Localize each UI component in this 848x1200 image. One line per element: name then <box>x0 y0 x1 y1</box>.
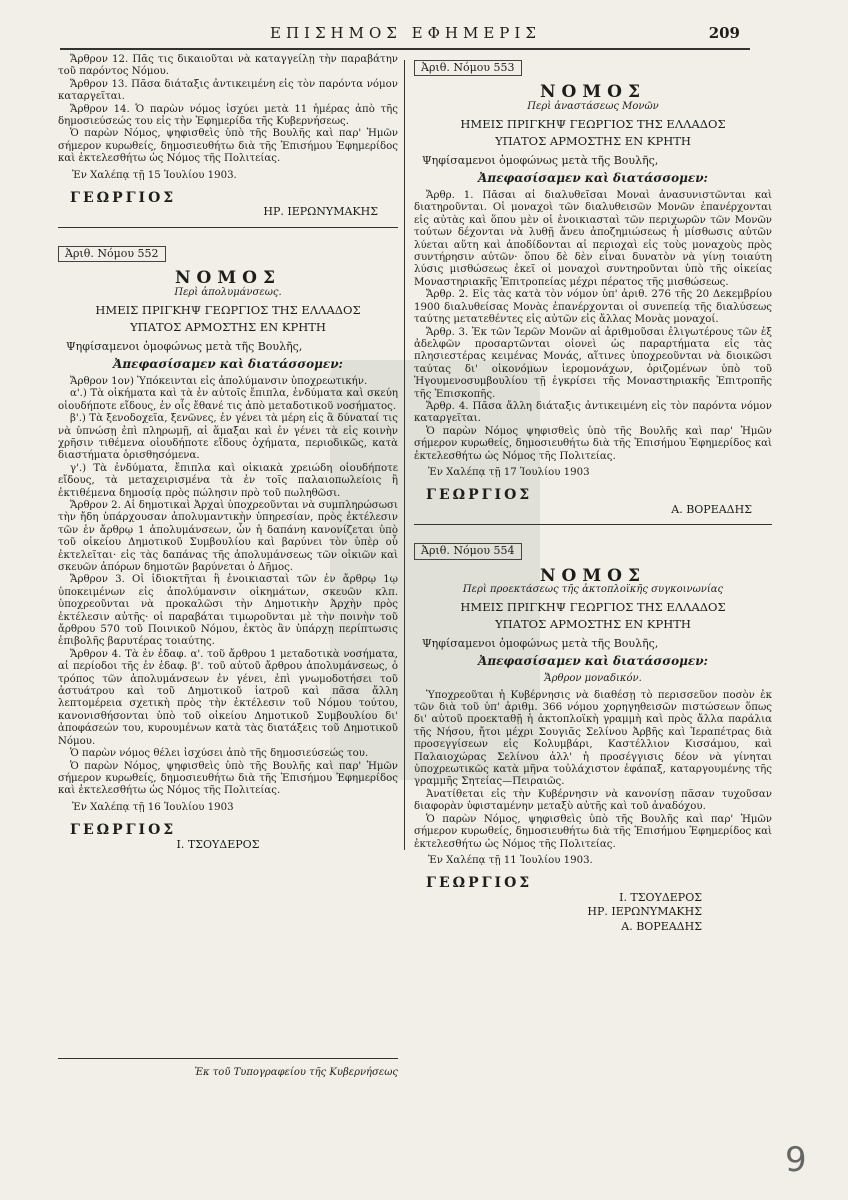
decide-line: Ἀπεφασίσαμεν καὶ διατάσσομεν: <box>478 170 708 185</box>
law-date: Ἐν Χαλέπᾳ τῇ 11 Ἰουλίου 1903. <box>428 854 593 866</box>
section-divider <box>414 524 772 525</box>
page-header <box>70 22 740 48</box>
minister-signature: Α. ΒΟΡΕΑΔΗΣ <box>671 502 752 516</box>
left-column <box>58 54 398 851</box>
article-heading: Ἄρθρον μοναδικόν. <box>544 673 642 685</box>
gazette-title: ΕΠΙΣΗΜΟΣ ΕΦΗΜΕΡΙΣ <box>270 24 541 42</box>
closing-paragraph: Ὁ παρὼν Νόμος, ψηφισθεὶς ὑπὸ τῆς Βουλῆς καὶ παρ' Ἡμῶν σήμερον κυρωθείς, δημοσιευθήτω διὰ τῆς Ἐπισήμου Ἐφημερίδος καὶ ἐκτελεσθήτω ὡς Νόμος τῆς Πολιτείας. <box>414 813 772 850</box>
minister-signature: Ι. ΤΣΟΥΔΕΡΟΣ <box>619 890 702 904</box>
section-divider <box>58 227 398 228</box>
article-paragraph: Ἄρθρον 3. Οἱ ἰδιοκτῆται ἢ ἐνοικιασταὶ τῶν ἐν ἄρθρῳ 1ῳ ὑποκειμένων εἰς ἀπολύμανσιν οἰκημάτων, σκευῶν κλπ. ὑποχρεοῦνται νὰ προκαλῶσι τὴν Δημοτικὴν Ἀρχὴν πρὸς ἐκτέλεσιν αὐτῆς· οἱ παραβάται τιμωροῦνται μὲ τὴν ποινὴν τοῦ ἄρθρου 570 τοῦ Ποινικοῦ Νόμου, ἐκτὸς ἂν ὑπάρχῃ περίπτωσις ἐπιβολῆς βαρυτέρας τοιαύτης. <box>58 574 398 648</box>
prince-heading: ΥΠΑΤΟΣ ΑΡΜΟΣΤΗΣ ΕΝ ΚΡΗΤΗ <box>130 320 326 335</box>
law-date: Ἐν Χαλέπᾳ τῇ 17 Ἰουλίου 1903 <box>428 466 590 478</box>
article-paragraph: γ'.) Τὰ ἐνδύματα, ἔπιπλα καὶ οἰκιακὰ χρειώδη οἱουδήποτε εἴδους, τὰ μεταχειρισμένα τὰ ἐν τοῖς παλαιοπωλείοις ἢ ἐκτιθέμενα δημοσίᾳ πρὸς πώλησιν πρὸ τοῦ πωληθῶσι. <box>58 462 398 499</box>
closing-paragraph: Ὁ παρὼν Νόμος, ψηφισθεὶς ὑπὸ τῆς Βουλῆς καὶ παρ' Ἡμῶν σήμερον κυρωθείς, δημοσιευθήτω διὰ τῆς Ἐπισήμου Ἐφημερίδος καὶ ἐκτελεσθήτω ὡς Νόμος τῆς Πολιτείας. <box>58 128 398 165</box>
page-number: 209 <box>708 24 740 42</box>
minister-signature: Α. ΒΟΡΕΑΔΗΣ <box>621 919 702 933</box>
article-paragraph: Ἄρθρ. 3. Ἐκ τῶν Ἱερῶν Μονῶν αἱ ἀριθμοῦσαι ἐλιγωτέρους τῶν ἐξ ἀδελφῶν προσαρτῶνται οἱονεὶ ὡς παραρτήματα εἰς τὰς πλησιεστέρας κειμένας Μονάς, αἵτινες ὑποχρεοῦνται νὰ διοικῶσι ταύτας δι' οἰκονόμων ἱερομονάχων, ὁριζομένων ὑπὸ τοῦ Ἡγουμενοσυμβουλίου τῇ ἐγκρίσει τῆς Μοναστηριακῆς Ἐπιτροπῆς τῆς Ἐπισκοπῆς. <box>414 326 772 400</box>
law-title: ΝΟΜΟΣ <box>540 565 646 586</box>
law-subtitle: Περὶ ἀπολυμάνσεως. <box>174 286 282 298</box>
law-subtitle: Περὶ ἀναστάσεως Μονῶν <box>527 100 659 112</box>
act-number: Ἀριθ. Νόμου 552 <box>58 246 166 262</box>
article-paragraph: Ἄρθρ. 1. Πᾶσαι αἱ διαλυθεῖσαι Μοναὶ ἀνασυνιστῶνται καὶ διατηροῦνται. Οἱ μοναχοὶ τῶν διαλυθεισῶν Μονῶν ἐπανέρχονται εἰς αὐτὰς καὶ ὅπου μὲν οἱ ἐνοικιασταὶ τῶν περιχωρῶν τῶν Μονῶν τούτων δέχονται νὰ λυθῇ ἄνευ ἀποζημιώσεως ἡ μίσθωσις αὐτῶν λύεται αὕτη καὶ ἀποδίδονται αἱ περιοχαὶ εἰς τοὺς μοναχοὺς πρὸς συντήρησιν αὐτῶν· ὅπου δὲ δὲν εἶναι δυνατὸν νὰ γίνῃ τοιαύτη λύσις μισθώσεως ἐκεῖ οἱ μοναχοὶ συντηροῦνται ὑπὸ τῆς οἰκείας Μοναστηριακῆς Ἐπιτροπείας μέχρι πέρατος τῆς μισθώσεως. <box>414 190 772 288</box>
king-signature: ΓΕΩΡΓΙΟΣ <box>426 487 533 504</box>
enacted-line: Ψηφίσαμενοι ὁμοφώνως μετὰ τῆς Βουλῆς, <box>422 637 659 651</box>
article-paragraph: Ὑποχρεοῦται ἡ Κυβέρνησις νὰ διαθέσῃ τὸ περισσεῦον ποσὸν ἐκ τῶν διὰ τοῦ ὑπ' ἀριθμ. 366 νόμου χορηγηθεισῶν πιστώσεων ὅπως δι' αὐτοῦ προεκταθῇ ἡ ἀκτοπλοϊκὴ γραμμὴ καὶ πρὸς ἄλλα παράλια τῆς Νήσου, ἤτοι μέχρι Σουγιᾶς Σελίνου Ἀρβῆς καὶ Ἱεραπέτρας διὰ προσεγγίσεων εἰς Κολυμβάρι, Καστέλλιον Κισσάμου, καὶ Παλαιοχώρας Σελίνου ἀλλ' ἡ προσέγγισις δέον νὰ γίνηται ὑποχρεωτικῶς κατὰ μῆνα τοὐλάχιστον ἐφάπαξ, καταργουμένης τῆς γραμμῆς Σητείας—Πειραιῶς. <box>414 689 772 788</box>
article-paragraph: β'.) Τὰ ξενοδοχεῖα, ξενῶνες, ἐν γένει τὰ μέρη εἰς ἃ δύναταί τις νὰ ὑπνώσῃ ἐπὶ πληρωμῇ, αἱ ἅμαξαι καὶ ἐν γένει τὰ εἰς κοινὴν χρῆσιν τιθέμενα οἱουδήποτε εἴδους ὀχήματα, περιοδικῶς, κατὰ διαστήματα ὁρισθησόμενα. <box>58 413 398 462</box>
enacted-line: Ψηφίσαμενοι ὁμοφώνως μετὰ τῆς Βουλῆς, <box>66 340 303 354</box>
law-title: ΝΟΜΟΣ <box>175 268 281 289</box>
right-column <box>414 54 772 933</box>
article-paragraph: Ἄρθρ. 2. Εἰς τὰς κατὰ τὸν νόμον ὑπ' ἀριθ. 276 τῆς 20 Δεκεμβρίου 1900 διαλυθείσας Μονὰς ἐπανέρχονται οἱ συνεπείᾳ τῆς διαλύσεως ταύτης μετατεθέντες εἰς αὐτῶν εἰς ἄλλας Μονὰς μοναχοί. <box>414 289 772 326</box>
handwritten-page-mark: 9 <box>785 1140 807 1180</box>
minister-signature: ΗΡ. ΙΕΡΩΝΥΜΑΚΗΣ <box>587 905 702 919</box>
prince-heading: ΗΜΕΙΣ ΠΡΙΓΚΗΨ ΓΕΩΡΓΙΟΣ ΤΗΣ ΕΛΛΑΔΟΣ <box>460 600 726 615</box>
king-signature: ΓΕΩΡΓΙΟΣ <box>70 822 177 839</box>
act-number: Ἀριθ. Νόμου 554 <box>414 543 522 559</box>
prince-heading: ΗΜΕΙΣ ΠΡΙΓΚΗΨ ΓΕΩΡΓΙΟΣ ΤΗΣ ΕΛΛΑΔΟΣ <box>460 117 726 132</box>
law-date: Ἐν Χαλέπᾳ τῇ 16 Ἰουλίου 1903 <box>72 801 234 813</box>
prince-heading: ΗΜΕΙΣ ΠΡΙΓΚΗΨ ΓΕΩΡΓΙΟΣ ΤΗΣ ΕΛΛΑΔΟΣ <box>95 303 361 318</box>
article-paragraph: Ἄρθρον 12. Πᾶς τις δικαιοῦται νὰ καταγγείλῃ τὴν παραβάτην τοῦ παρόντος Νόμου. <box>58 54 398 78</box>
decide-line: Ἀπεφασίσαμεν καὶ διατάσσομεν: <box>478 653 708 668</box>
printer-imprint: Ἐκ τοῦ Τυπογραφείου τῆς Κυβερνήσεως <box>194 1067 398 1078</box>
king-signature: ΓΕΩΡΓΙΟΣ <box>70 190 177 207</box>
law-title: ΝΟΜΟΣ <box>540 82 646 103</box>
decide-line: Ἀπεφασίσαμεν καὶ διατάσσομεν: <box>113 356 343 371</box>
header-rule <box>60 48 750 50</box>
minister-signature: ΗΡ. ΙΕΡΩΝΥΜΑΚΗΣ <box>263 205 378 219</box>
article-paragraph: Ὁ παρὼν νόμος θέλει ἰσχύσει ἀπὸ τῆς δημοσιεύσεώς του. <box>70 748 369 760</box>
article-paragraph: Ἄρθρ. 4. Πᾶσα ἄλλη διάταξις ἀντικειμένη εἰς τὸν παρόντα νόμον καταργεῖται. <box>414 400 772 425</box>
prince-heading: ΥΠΑΤΟΣ ΑΡΜΟΣΤΗΣ ΕΝ ΚΡΗΤΗ <box>495 617 691 632</box>
article-paragraph: Ἀνατίθεται εἰς τὴν Κυβέρνησιν νὰ κανονίσῃ πᾶσαν τυχοῦσαν διαφορὰν ὑφισταμένην μεταξὺ αὐτῆς καὶ τοῦ ἀναδόχου. <box>414 788 772 813</box>
closing-paragraph: Ὁ παρὼν Νόμος ψηφισθεὶς ὑπὸ τῆς Βουλῆς καὶ παρ' Ἡμῶν σήμερον κυρωθείς, δημοσιευθήτω διὰ τῆς Ἐπισήμου Ἐφημερίδος καὶ ἐκτελεσθήτω ὡς Νόμος τῆς Πολιτείας. <box>414 425 772 462</box>
act-number: Ἀριθ. Νόμου 553 <box>414 60 522 76</box>
article-paragraph: Ἄρθρον 13. Πᾶσα διάταξις ἀντικειμένη εἰς τὸν παρόντα νόμον καταργεῖται. <box>58 78 398 103</box>
article-paragraph: Ἄρθρον 14. Ὁ παρὼν νόμος ἰσχύει μετὰ 11 ἡμέρας ἀπὸ τῆς δημοσιεύσεώς του εἰς τὴν Ἐφημερίδα τῆς Κυβερνήσεως. <box>58 103 398 128</box>
footer <box>58 1050 398 1078</box>
article-paragraph: Ἄρθρον 1ον) Ὑπόκεινται εἰς ἀπολύμανσιν ὑποχρεωτικήν. <box>70 375 368 387</box>
article-paragraph: α'.) Τὰ οἰκήματα καὶ τὰ ἐν αὐτοῖς ἔπιπλα, ἐνδύματα καὶ σκεύη οἱουδήποτε εἴδους, ἐν οἷς ἔθανέ τις ἀπὸ μεταδοτικοῦ νοσήματος. <box>58 388 398 412</box>
enacted-line: Ψηφίσαμενοι ὁμοφώνως μετὰ τῆς Βουλῆς, <box>422 154 659 168</box>
closing-paragraph: Ὁ παρὼν Νόμος, ψηφισθεὶς ὑπὸ τῆς Βουλῆς καὶ παρ' Ἡμῶν σήμερον κυρωθείς, δημοσιευθήτω διὰ τῆς Ἐπισήμου Ἐφημερίδος καὶ ἐκτελεσθήτω ὡς Νόμος τῆς Πολιτείας. <box>58 760 398 797</box>
law-date: Ἐν Χαλέπᾳ τῇ 15 Ἰουλίου 1903. <box>72 169 237 181</box>
king-signature: ΓΕΩΡΓΙΟΣ <box>426 875 533 892</box>
footer-rule <box>58 1058 398 1059</box>
law-subtitle: Περὶ προεκτάσεως τῆς ἀκτοπλοϊκῆς συγκοινωνίας <box>462 584 724 595</box>
article-paragraph: Ἄρθρον 2. Αἱ δημοτικαὶ Ἀρχαὶ ὑποχρεοῦνται νὰ συμπληρώσωσι τὴν ἤδη ὑπάρχουσαν ἀπολυμαντικὴν ὑπηρεσίαν, πρὸς ἐκτέλεσιν τῶν ἐν ἄρθρῳ 1 ἀπολυμάνσεων, ὧν ἡ δαπάνη κανονίζεται ὑπὸ τοῦ οἰκείου Δημοτικοῦ Συμβουλίου καὶ βαρύνει τὸν ὑπὲρ οὗ ἐκτελεῖται· εἰς τὰς δαπάνας τῆς ἀπολυμάνσεως τῶν οἰκιῶν καὶ σκευῶν ἀπόρων δημοτῶν βαρύνεται ὁ Δῆμος. <box>58 499 399 573</box>
article-paragraph: Ἄρθρον 4. Τὰ ἐν ἐδαφ. α'. τοῦ ἄρθρου 1 μεταδοτικὰ νοσήματα, αἱ περίοδοι τῆς ἐν ἐδαφ. β'. τοῦ αὐτοῦ ἄρθρου ἀπολυμάνσεως, ὁ τρόπος τῶν ἀπολυμάνσεων ἐν γένει, ἐπὶ γνωμοδοτήσει τοῦ ἀστυάτρου καὶ τοῦ Δημοτικοῦ ἰατροῦ καὶ πᾶσα ἄλλη λεπτομέρεια σχετικὴ πρὸς τὴν ἐκτέλεσιν τοῦ Νόμου τούτου, κανονισθήσονται ὑπὸ τοῦ οἰκείου Δημοτικοῦ Συμβουλίου δι' ἀποφάσεών του, κυρουμένων κατὰ τὰς διατάξεις τοῦ Δημοτικοῦ Νόμου. <box>58 648 398 747</box>
prince-heading: ΥΠΑΤΟΣ ΑΡΜΟΣΤΗΣ ΕΝ ΚΡΗΤΗ <box>495 134 691 149</box>
minister-signature: Ι. ΤΣΟΥΔΕΡΟΣ <box>176 837 260 851</box>
